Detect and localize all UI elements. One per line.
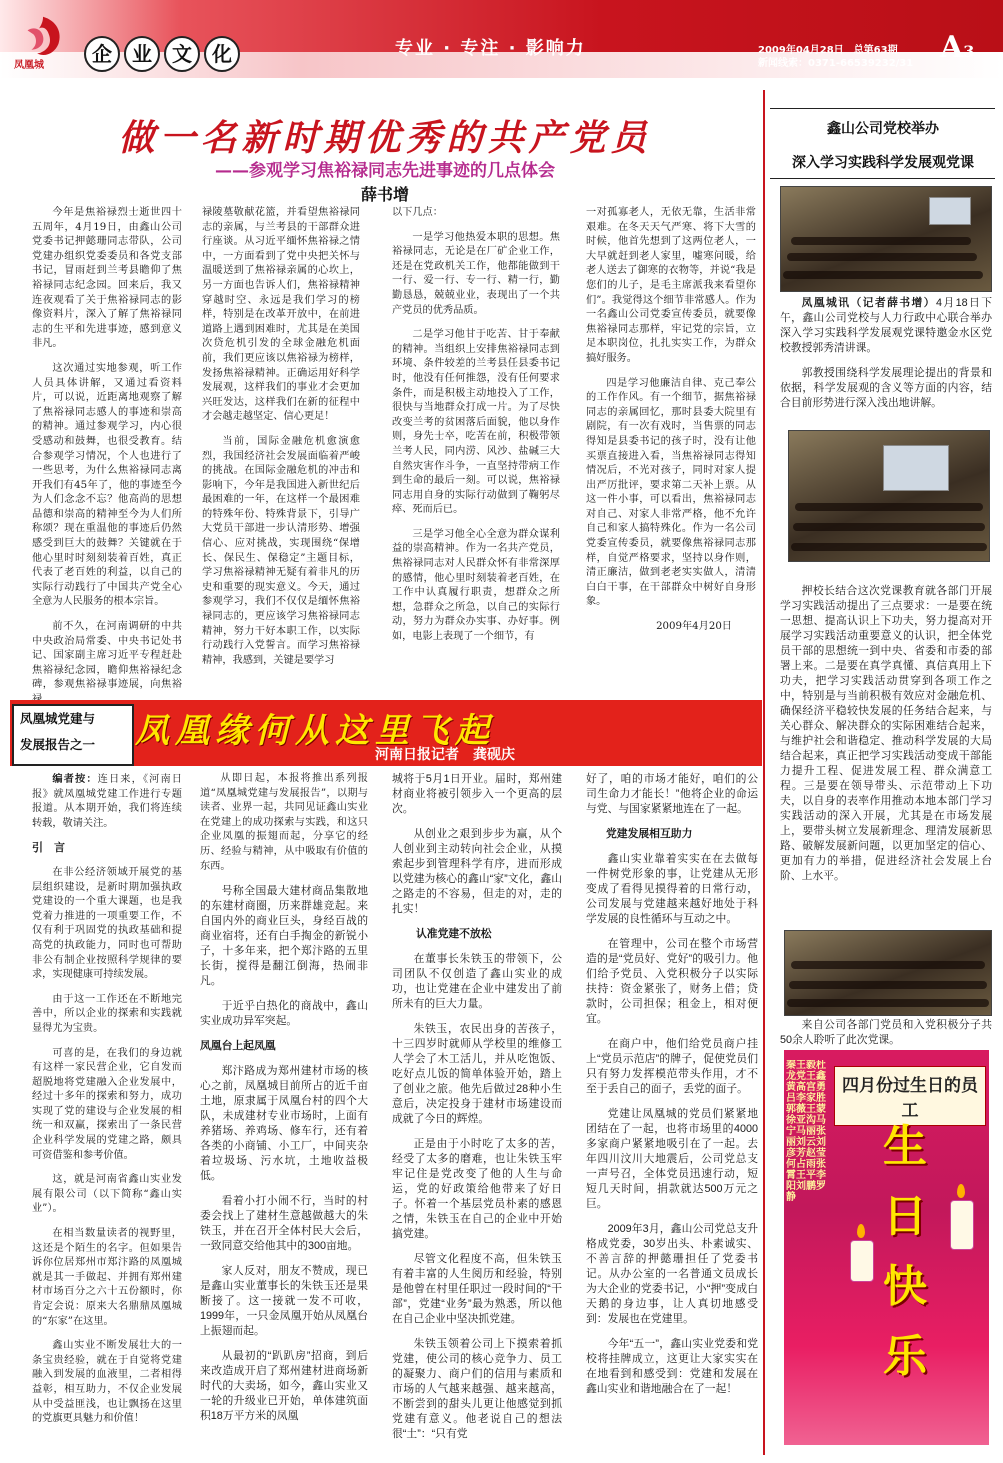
article1-subtitle: ——参观学习焦裕禄同志先进事迹的几点体会 — [215, 161, 555, 181]
header-slogan: 专业 · 专注 · 影响力 — [395, 38, 586, 59]
candle-icon — [950, 1200, 974, 1250]
article1-column-2: 禄陵墓敬献花篮，并看望焦裕禄同志的亲属，与兰考县的干部群众进行座谈。从习近平缅怀焦裕禄之情中，一方面看到了党中央把关怀与温暖送到了焦裕禄亲属的心坎上，另一方面也告诉人们，焦裕禄精神穿越时空、永远是我们学习的榜样，特别是在改革开放中，在前进道路上遇到困难时，尤其是在美国次贷危机引发的全球金融危机面前，我们更应该以焦裕禄为榜样，发扬焦裕禄精神。正确运用好科学发展观，这样我们的事业才会更加兴旺发达，这样我们在新的征程中才会越走越坚定、信心更足！ 当前，国际金融危机愈演愈烈，我国经济社会发展面临着严峻的挑战。在国际金融危机的冲击和影响下，今年是我国进入新世纪后最困难的一年，在这样一个最困难的特殊年份、特殊背景下，引导广大党员干部进一步认清形势、增强信心、应对挑战，实现围绕“保增长、保民生、保稳定”主题目标，学习焦裕禄精神无疑有着非凡的历史和重要的现实意义。今天，通过参观学习，我们不仅仅是缅怀焦裕禄同志的，更应该学习焦裕禄同志精神，努力干好本职工作，以实际行动践行入党誓言。而学习焦裕禄精神，我感到，关键是要学习 — [202, 207, 360, 666]
column-divider — [763, 90, 765, 1455]
birthday-char: 生 — [883, 1121, 927, 1172]
birthday-char: 乐 — [883, 1331, 927, 1382]
series-label: 凤凰城党建与 发展报告之一 — [12, 704, 134, 766]
article2-column-3: 城将于5月1日开业。届时，郑州建材商业将被引领步入一个更高的层次。 从创业之艰到步步为赢，从个人创业到主动转向社会企业，从摸索起步到管理科学有序，进而形成以党建为核心的鑫山“家”文化，鑫山之路走的不容易，但走的对，走的扎实！ 认准党建不放松 在董事长朱铁玉的带领下，公司团队不仅创造了鑫山实业的成功，也让党建在企业中建发出了前所未有的巨大力量。 朱铁玉，农民出身的苦孩子，十三四岁时就师从学校里的维修工人学会了木工活儿，并从吃饱饭、吃好点儿饭的简单体验开始，踏上了创业之旅。他先后做过28种小生意后，决定投身于建材市场建设而成就了今日的辉煌。 正是由于小时吃了太多的苦，经受了太多的磨难，也让朱铁玉牢牢记住是党改变了他的人生与命运，党的好政策给他带来了好日子。怀着一个基层党员朴素的感恩之情，朱铁玉在自己的企业中开始搞党建。 尽管文化程度不高，但朱铁玉有着丰富的人生阅历和经验，特别是他曾在村里任职过一段时间的“干部”，党建“业务”最为熟悉，所以他在自己企业中坚决抓党建。 朱铁玉领着公司上下摸索着抓党建，使公司的核心竞争力、员工的凝聚力、商户们的信用与素质和市场的人气越来越强、越来越高，不断尝到的甜头儿更让他感觉到抓党建有意义。他老说自己的想法很“土”：“只有党 — [392, 773, 562, 1440]
section-heading: 凤凰台上起凤凰 — [200, 1040, 276, 1053]
article1-column-4: 一对孤寡老人，无依无靠，生活非常艰难。在冬天天气严寒、将下大雪的时候，他首先想到了这两位老人，一大早就赶到老人家里，嘘寒问暖，给老人送去了御寒的衣物等，并说“我是您们的儿子，是毛主席派我来看望你们”。我觉得这个细节非常感人。作为一名鑫山公司党委宣传委员，就要像焦裕禄同志那样，牢记党的宗旨，立足本职岗位，扎扎实实工作，为群众搞好服务。 四是学习他廉洁自律、克己奉公的工作作风。有一个细节，据焦裕禄同志的亲属回忆，那时县委大院里有剧院，有一次有戏时，当售票的同志得知是县委书记的孩子时，没有让他买票直接进入看，当焦裕禄同志得知情况后，不光对孩子，同时对家人提出严厉批评，要求第二天补上票。从这一件小事，可以看出，焦裕禄同志对自己、对家人非常严格，他不允许自己和家人搞特殊化。作为一名公司党委宣传委员，就要像焦裕禄同志那样，自觉严格要求，坚持以身作则，清正廉洁，做到老老实实做人，清清白白干事，在干部群众中树好自身形象。 2009年4月20日 — [586, 206, 756, 635]
flame-icon — [957, 1184, 965, 1198]
section-char: 文 — [164, 36, 200, 72]
page-number: A3 — [940, 30, 975, 65]
birthday-char: 日 — [883, 1191, 927, 1242]
classroom-photo-1 — [780, 186, 992, 292]
sidebar-footnote: 来自公司各部门党员和入党积极分子共50余人聆听了此次党课。 — [780, 1019, 992, 1046]
flame-icon — [857, 1224, 865, 1238]
classroom-photo-2 — [788, 430, 990, 562]
section-tag — [84, 36, 240, 70]
section-char: 业 — [124, 36, 160, 72]
issue-info — [758, 44, 913, 70]
section-heading: 引 言 — [32, 841, 65, 855]
sidebar-article-cont: 押校长结合这次党课教育就各部门开展学习实践活动提出了三点要求：一是要在统一思想、提高认识上下功夫，努力提高对开展学习实践活动重要意义的认识，把全体党员干部的思想统一到中央、省委和市委的部署上来。二是要在真学真懂、真信真用上下功夫，把学习实践活动贯穿到各项工作之中，特别是与当前积极有效应对金融危机、确保经济平稳较快发展的任务结合起来，与关心群众、解决群众的实际困难结合起来，与维护社会和谐稳定、推动科学发展的大局结合起来，真正把学习实践活动变成干部能力提升工程、促进发展工程、群众满意工程。三是要在领导带头、示范带动上下功夫，以自身的表率作用推动本地本部门学习实践活动的深入开展，尤其是在市场发展上，要带头树立发展新理念、理清发展新思路、破解发展新问题，以更加坚定的信心、更加有力的举措，促进经济社会发展上台阶、上水平。 — [780, 585, 992, 882]
article2-byline: 河南日报记者 龚砚庆 — [375, 747, 515, 763]
birthday-char: 快 — [883, 1261, 927, 1312]
article2-column-2: 从即日起，本报将推出系列报道“凤凰城党建与发展报告”，以期与读者、业界一起，共同见证鑫山实业在党建上的成功探索与实践，和这只企业凤凰的振翅而起，分享它的经历、经验与精神，从中吸取有价值的东西。 号称全国最大建材商品集散地的东建材商圈，历来群雄竞起。来自国内外的商业巨头，身经百战的商业宿将，还有白手掏金的新锐小子，十多年来，把个郑汴路的五里长街，搅得是翻江倒海，热闹非凡。 于近乎白热化的商战中，鑫山实业成功异军突起。 凤凰台上起凤凰 郑汴路成为郑州建材市场的核心之前，凤凰城目前所占的近千亩土地，原隶属于凤凰台村的四个大队，未成建材专业市场时，上面有养猪场、养鸡场、修车行，还有着各类的小商铺、小工厂，中间夹杂着垃圾场、污水坑，土地收益极低。 看着小打小闹不行，当时的村委会找上了建材生意越做越大的朱铁玉，并在召开全体村民大会后，一致同意交给他其中的300亩地。 家人反对，朋友不赞成，现已是鑫山实业董事长的朱铁玉还是果断接了。这一接就一发不可收，1999年，一只金凤凰开始从凤凰台上振翅而起。 从最初的“趴趴房”招商，到后来改造成开启了郑州建材进商场新时代的大卖场，如今，鑫山实业又一轮的升级业已开始，单体建筑面积18万平方米的凤凰 — [200, 773, 368, 1423]
section-char: 企 — [84, 36, 120, 72]
article1-column-1: 今年是焦裕禄烈士逝世四十五周年，4月19日，由鑫山公司党委书记押懿珊同志带队，公司党建办组织党委委员和各党支部书记，冒雨赶到兰考县瞻仰了焦裕禄同志纪念园。回来后，我又连夜观看了关于焦裕禄同志的影像资料片，深入了解了焦裕禄同志的生平和先进事迹，感到意义非凡。 这次通过实地参观，听工作人员具体讲解，又通过看资料片，可以说，近距离地观察了解了焦裕禄同志感人的事迹和崇高的精神。通过参观学习，内心很受感动和鼓舞，也很受教育。结合参观学习情况，个人也进行了一些思考，为什么焦裕禄同志离开我们有45年了，他的事迹至今为人们念念不忘？他高尚的思想品德和崇高的精神至今为人们所称颂？现在重温他的事迹后仍然感受到巨大的鼓舞？关键就在于他心里时时刻刻装着百姓，真正代表了老百姓的利益，以自己的实际行动践行了中国共产党全心全意为人民服务的根本宗旨。 前不久，在河南调研的中共中央政治局常委、中央书记处书记、国家副主席习近平专程赶赴焦裕禄纪念园，瞻仰焦裕禄纪念碑，参观焦裕禄事迹展，向焦裕 — [32, 207, 182, 691]
article1-signoff: 2009年4月20日 — [656, 621, 732, 633]
sidebar-rule — [770, 108, 995, 109]
sidebar-title-2: 深入学习实践科学发展观党课 — [792, 155, 974, 171]
section-heading: 认准党建不放松 — [416, 928, 492, 940]
article1-title: 做一名新时期优秀的共产党员 — [118, 117, 652, 159]
article2-column-1: 编者按：连日来，《河南日报》就凤凰城党建工作进行专题报道。从本期开始，我们将连续转载，敬请关注。 引 言 在非公经济领域开展党的基层组织建设，是新时期加强执政党建设的一个重大课题，也是我党着力推进的一项重要工作，不仅有利于巩固党的执政基础和提高党的执政能力，同时也可帮助非公有制企业按照科学规律的要求，实现健康可持续发展。 由于这一工作还在不断地完善中，所以企业的探索和实践就显得尤为宝贵。 可喜的是，在我们的身边就有这样一家民营企业，它自发而超脱地将党建融入企业发展中，经过十多年的探索和努力，成功实现了党的建设与企业发展的相统一和双赢，探索出了一条民营企业科学发展的党建之路，颇具可资借鉴和参考价值。 这，就是河南省鑫山实业发展有限公司（以下简称“鑫山实业”）。 在相当数量读者的视野里，这还是个陌生的名字。但如果告诉你位居郑州市郑汴路的凤凰城就是其一手做起、并拥有郑州建材市场百分之六十五份额时，你肯定会说：原来大名鼎鼎凤凰城的“东家”在这里。 鑫山实业不断发展壮大的一条宝贵经验，就在于自觉将党建融入到发展的血液里，二者相得益彰，相互助力，不仅企业发展从中受益匪浅，也让飘扬在这里的党旗更具魅力和价值！ — [32, 773, 182, 1425]
article1-column-3: 以下几点： 一是学习他热爱本职的思想。焦裕禄同志，无论是在厂矿企业工作，还是在党政机关工作，他都能做到干一行、爱一行、专一行、精一行，勤勤恳恳，兢兢业业，表现出了一个共产党员的优秀品质。 二是学习他甘于吃苦、甘于奉献的精神。当组织上安排焦裕禄同志到环境、条件较差的兰考县任县委书记时，他没有任何推怨，没有任何要求条件，而是积极主动地投入了工作，很快与当地群众打成一片。为了尽快改变兰考的贫困落后面貌，他以身作则，身先士卒，吃苦在前，积极带领兰考人民，同内涝、风沙、盐碱三大自然灾害作斗争，一直坚持带病工作到生命的最后一刻。可以说，焦裕禄同志用自身的实际行动做到了鞠躬尽瘁、死而后已。 三是学习他全心全意为群众谋利益的崇高精神。作为一名共产党员，焦裕禄同志对人民群众怀有非常深厚的感情，他心里时刻装着老百姓，在工作中认真履行职责，想群众之所想，急群众之所急，以自己的实际行动，努力为群众办实事、办好事。例如，电影上表现了一个细节，有 — [392, 207, 560, 643]
article2-column-4: 好了，咱的市场才能好，咱们的公司生命力才能长！”他将企业的命运与党、与国家紧紧地连在了一起。 党建发展相互助力 鑫山实业靠着实实在在去做每一件树党形象的事，让党建从无形变成了看得见摸得着的日常行动，公司发展与党建越来越好地处于科学发展的良性循环与互动之中。 在管理中，公司在整个市场营造的是“党员好、党好”的吸引力。他们给予党员、入党积极分子以实际扶持：资金紧张了，财务上借；贷款时，公司担保；租金上，相对便宜。 在商户中，他们给党员商户挂上“党员示范店”的牌子，促使党员们只有努力发挥模范带头作用，才不至于丢自己的面子，丢党的面子。 党建让凤凰城的党员们紧紧地团结在了一起，也将市场里的4000多家商户紧紧地吸引在了一起。去年四川汶川大地震后，公司党总支一声号召，全体党员迅速行动，短短几天时间，捐款就达500万元之巨。 2009年3月，鑫山公司党总支升格成党委，30岁出头、朴素诚实、不善言辞的押懿珊担任了党委书记。从办公室的一名普通文员成长为大企业的党委书记，小“押”变成白天鹅的身边事，让人真切地感受到：发展也在党建里。 今年“五一”，鑫山实业党委和党校将挂牌成立，这更让大家实实在在地看到和感受到：党建和发展在鑫山实业和谐地融合在了一起！ — [586, 773, 758, 1395]
sidebar-rule — [770, 178, 995, 179]
sidebar-title-1: 鑫山公司党校举办 — [827, 121, 939, 137]
logo-text: 凤凰城 — [14, 60, 44, 71]
classroom-photo-3 — [784, 930, 992, 1016]
candle-icon — [850, 1240, 874, 1282]
page-header — [0, 0, 1003, 78]
section-char: 化 — [204, 36, 240, 72]
section-heading: 党建发展相互助力 — [606, 828, 693, 840]
news-hotline: 新闻线索：0371-66539232/31 — [758, 58, 914, 69]
issue-date: 2009年04月28日 总第63期 — [758, 45, 898, 56]
birthday-names: 秦王毅杜龙党王鑫黄高宫勇吕李家胜郭薇王蒙徐亚沟马宁马丽张丽刘云刘彦芳赵莹何占雨张霄王平李阳刘鹏罗静 — [786, 1060, 826, 1203]
article1-author: 薛书增 — [360, 185, 409, 204]
sidebar-article: 凤凰城讯（记者薛书增）4月18日下午，鑫山公司党校与人力行政中心联合举办深入学习实践科学发展观党课特邀金水区党校教授郭秀清讲课。 郭教授围绕科学发展理论提出的背景和依据，科学发展观的含义等方面的内容，结合目前形势进行深入浅出地讲解。 — [780, 297, 993, 409]
article2-title: 凤凰缘何从这里飞起 — [135, 711, 495, 751]
birthday-title: 四月份过生日的员工 — [834, 1066, 986, 1126]
